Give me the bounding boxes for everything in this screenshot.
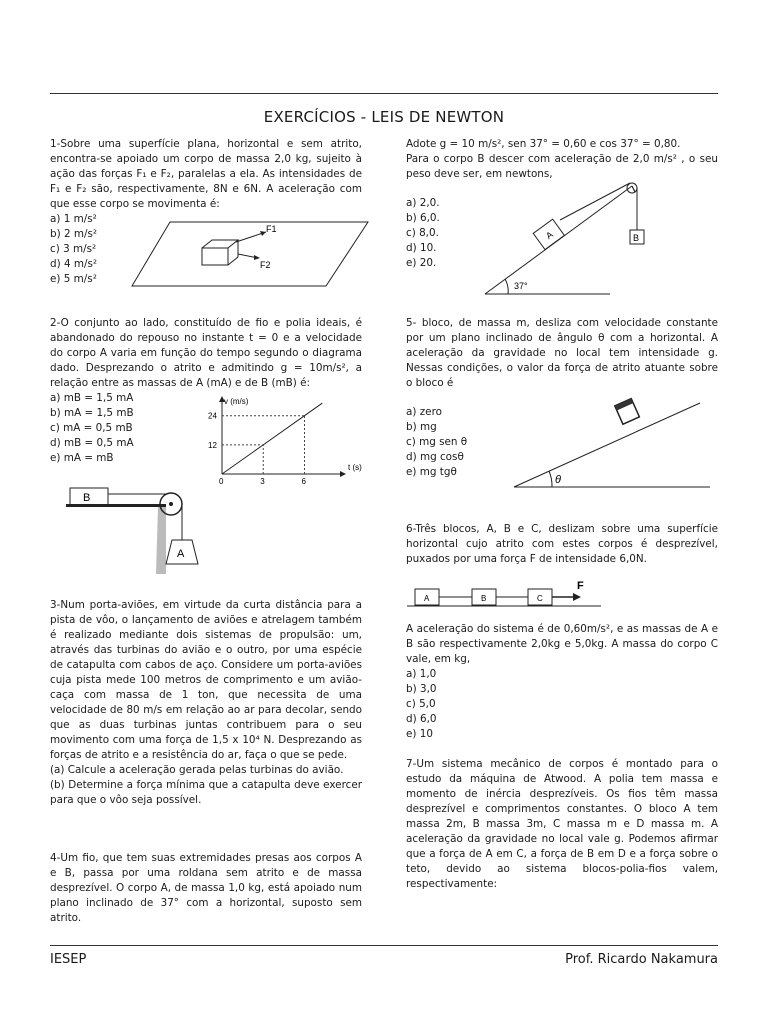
f1-label: F1 — [266, 224, 277, 234]
block-b-label: B — [633, 233, 640, 243]
block — [202, 248, 228, 265]
plane — [132, 222, 368, 286]
q6-options — [406, 667, 466, 742]
q5-option: c) mg sen θ — [406, 436, 468, 448]
block-c-label: C — [537, 594, 543, 603]
q2-option: b) mA = 1,5 mB — [50, 407, 134, 419]
q2-option: a) mB = 1,5 mA — [50, 392, 134, 404]
q2-option: d) mB = 0,5 mA — [50, 437, 134, 449]
q4-options — [406, 196, 466, 271]
top-rule — [50, 93, 718, 94]
bottom-rule — [50, 945, 718, 946]
q2-options — [50, 391, 190, 466]
block-a-label: A — [544, 229, 555, 241]
q4-given: Adote g = 10 m/s², sen 37° = 0,60 e cos 37° = 0,80. — [406, 138, 681, 150]
q6-text: 6-Três blocos, A, B e C, deslizam sobre uma superfície horizontal cujo atrito com estes corpos é desprezível, puxados por uma força F de intensidade 6,0N. — [406, 523, 718, 565]
q1-text: 1-Sobre uma superfície plana, horizontal e sem atrito, encontra-se apoiado um corpo de massa 2,0 kg, sujeito à ação das forças F₁ e F₂, paralelas a ela. As intensidades de F₁ e F₂ são, respectivamente, 8N e 6N. A aceleração com que esse corpo se movimenta é: — [50, 138, 362, 210]
x-axis-arrow — [340, 471, 346, 477]
q1-option: e) 5 m/s² — [50, 273, 97, 285]
q4-incline-figure — [480, 178, 670, 300]
q5-text: 5- bloco, de massa m, desliza com velocidade constante por um plano inclinado de ângulo θ com a horizontal. A aceleração da gravidade no local tem intensidade g. Nessas condições, o valor da força de atrito atuante sobre o bloco é — [406, 317, 718, 389]
question-7 — [406, 757, 718, 892]
block-b-label: B — [83, 492, 91, 504]
q2-option: e) mA = mB — [50, 452, 114, 464]
q6-option: c) 5,0 — [406, 698, 436, 710]
q6-text-2: A aceleração do sistema é de 0,60m/s², e as massas de A e B são respectivamente 2,0kg e 5,0kg. A massa do corpo C vale, em kg, — [406, 623, 718, 665]
q4-option: c) 8,0. — [406, 227, 439, 239]
x-axis-label: t (s) — [348, 463, 362, 472]
footer-school: IESEP — [50, 952, 87, 967]
block-b-label: B — [481, 594, 487, 603]
question-6 — [406, 522, 718, 567]
question-6-continued — [406, 622, 718, 742]
q1-option: a) 1 m/s² — [50, 213, 97, 225]
q5-incline-figure — [510, 395, 720, 495]
series-line — [222, 403, 322, 474]
q3-text: 3-Num porta-aviões, em virtude da curta distância para a pista de vôo, o lançamento de aviões e atrelagem também é realizado mediante dois sistemas de propulsão: um, através das turbinas do avião e o outro, por uma espécie de catapulta com cabos de aço. Considere um porta-aviões cuja pista mede 100 metros de comprimento e um avião-caça com massa de 1 ton, que necessita de uma velocidade de 80 m/s em relação ao ar para decolar, sendo que as duas turbinas juntas contribuem para o seu movimento com uma força de 1,5 x 10⁴ N. Desprezando as forças de atrito e a resistência do ar, faça o que se pede. — [50, 599, 362, 761]
q4-option: e) 20. — [406, 257, 437, 269]
y-tick-label: 12 — [208, 440, 217, 450]
q2-text: 2-O conjunto ao lado, constituído de fio e polia ideais, é abandonado do repouso no instante t = 0 e a velocidade do corpo A varia em função do tempo segundo o diagrama dado. Desprezando o atrito e admitindo g = 10m/s², a relação entre as massas de A (mA) e de B (mB) é: — [50, 317, 362, 389]
q5-options — [406, 405, 506, 480]
x-tick-label: 0 — [219, 477, 224, 486]
question-4 — [50, 851, 362, 926]
q2-option: c) mA = 0,5 mB — [50, 422, 133, 434]
q5-option: a) zero — [406, 406, 442, 418]
f2-label: F2 — [260, 260, 271, 270]
block-a-label: A — [177, 548, 185, 560]
q3-part-b: (b) Determine a força mínima que a catapulta deve exercer para que o vôo seja possível. — [50, 779, 362, 806]
q5-option: e) mg tgθ — [406, 466, 457, 478]
q5-option: d) mg cosθ — [406, 451, 464, 463]
q1-figure — [130, 218, 370, 290]
q2-pulley-figure — [58, 484, 208, 579]
velocity-time-chart — [200, 397, 362, 490]
q6-option: d) 6,0 — [406, 713, 437, 725]
page-title: EXERCÍCIOS - LEIS DE NEWTON — [263, 108, 505, 126]
question-3 — [50, 598, 362, 808]
incline — [514, 403, 700, 487]
q4-option: b) 6,0. — [406, 212, 440, 224]
force-label: F — [577, 580, 584, 592]
q7-text: 7-Um sistema mecânico de corpos é montado para o estudo da máquina de Atwood. A polia tem massa e momento de inércia desprezíveis. Os fios têm massa desprezível e comprimentos constantes. O bloco A tem massa 2m, B massa 3m, C massa m e D massa m. A aceleração da gravidade no local vale g. Podemos afirmar que a força de A em C, a força de B em D e a força sobre o teto, devido ao sistema blocos-polia-fios valem, respectivamente: — [406, 758, 718, 890]
q5-option: b) mg — [406, 421, 437, 433]
q4-text: 4-Um fio, que tem suas extremidades presas aos corpos A e B, passa por uma roldana sem atrito e de massa desprezível. O corpo A, de massa 1,0 kg, está apoiado num plano inclinado de 37° com a horizontal, suposto sem atrito. — [50, 852, 362, 924]
q6-option: a) 1,0 — [406, 668, 437, 680]
table-body — [156, 507, 166, 574]
q6-option: e) 10 — [406, 728, 433, 740]
angle-label: θ — [555, 474, 561, 486]
block-a-label: A — [424, 594, 430, 603]
y-tick-label: 24 — [208, 411, 217, 421]
q3-part-a: (a) Calcule a aceleração gerada pelas turbinas do avião. — [50, 764, 344, 776]
q1-option: b) 2 m/s² — [50, 228, 98, 240]
footer-author: Prof. Ricardo Nakamura — [565, 952, 718, 967]
q6-blocks-figure — [405, 577, 605, 609]
x-tick-label: 3 — [260, 477, 265, 486]
angle-label: 37° — [514, 281, 528, 291]
y-axis-label: v (m/s) — [224, 397, 249, 406]
q4-option: a) 2,0. — [406, 197, 440, 209]
q1-option: c) 3 m/s² — [50, 243, 97, 255]
x-tick-label: 6 — [301, 477, 306, 486]
q4-option: d) 10. — [406, 242, 437, 254]
q1-option: d) 4 m/s² — [50, 258, 98, 270]
q4-question: Para o corpo B descer com aceleração de 2,0 m/s² , o seu peso deve ser, em newtons, — [406, 153, 718, 180]
q6-option: b) 3,0 — [406, 683, 437, 695]
